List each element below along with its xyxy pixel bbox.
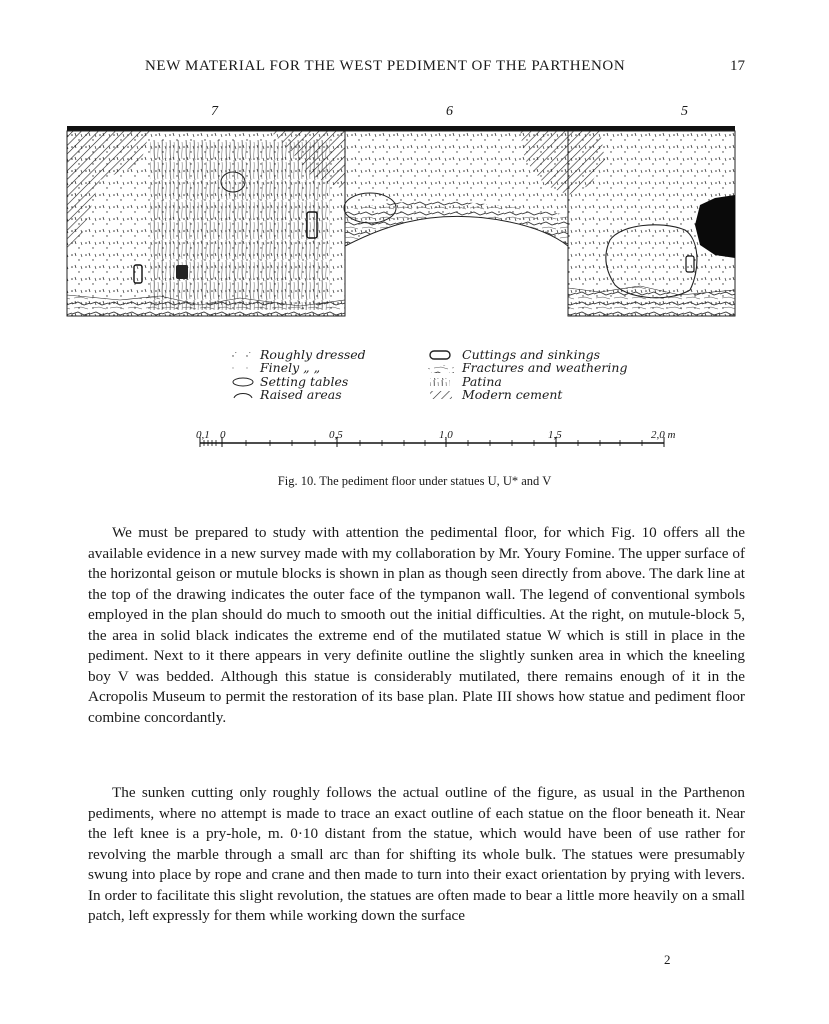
block-number-5: 5 [681,104,688,119]
legend-item [462,348,627,361]
paragraph: We must be prepared to study with attention the pedimental floor, for which Fig. 10 offers all the available evidence in a new survey made with my collaboration by Mr. Youry Fomine. The upper surface of the horizontal geison or mutule blocks is shown in plan as though seen directly from above. The dark line at the top of the drawing indicates the outer face of the tympanon wall. The legend of conventional symbols employed in the plan should do much to smooth out the initial difficulties. At the right, on mutule-block 5, the area in solid black indicates the extreme end of the mutilated statue W which is still in place in the pediment. Next to it there appears in very definite outline the slightly sunken area in which the kneeling boy V was bedded. Although this statue is considerably mutilated, there remains enough of it in the Acropolis Museum to permit the restoration of its base plan. Plate III shows how statue and pediment floor combine concordantly. [88,524,745,726]
legend-item [260,375,366,388]
legend-label: Fractures and weathering [462,360,628,376]
paragraph: The sunken cutting only roughly follows the actual outline of the figure, as usual in the Parthenon pediments, where no attempt is made to trace an exact outline of each statue on the floor beneath it. Near the left knee is a pry-hole, m. 0·10 distant from the statue, which would have been of use rather for revolving the marble through a small arc than for shifting its whole bulk. The statues were presumably swung into place by rope and crane and then made to turn into their exact orientation by prying with levers. In order to facilitate this slight revolution, the statues are often made to bear a little more heavily on a small patch, left expressly for them while working down the surface [88,784,745,924]
signature-mark: 2 [664,952,671,967]
tympanon-wall-line [67,126,735,131]
legend-item [462,375,627,388]
figure-caption: Fig. 10. The pediment floor under statues U, U* and V [277,474,552,488]
legend-label: Raised areas [260,386,342,402]
legend-right [462,348,627,401]
legend-item [260,348,366,361]
scale-bar [200,437,664,447]
legend-label: Patina [462,373,502,389]
raised-area-icon [234,394,252,399]
fracture-icon [428,365,454,373]
legend-label: Cuttings and sinkings [462,347,601,362]
legend-item [462,361,627,374]
legend-label: Finely „ „ [260,360,321,376]
block-number-7: 7 [211,104,218,119]
dots-icon [232,352,254,360]
pry-hole-2 [176,265,188,279]
running-head: NEW MATERIAL FOR THE WEST PEDIMENT OF THE PARTHENON [145,58,626,74]
patina-icon [430,378,450,386]
scale-label: 1,0 [439,429,453,441]
legend-left [260,348,366,401]
block-number-6: 6 [446,104,453,119]
cement-icon [430,391,452,399]
legend-item [260,361,366,374]
pediment-floor-plan [0,0,829,470]
scale-label: 1,5 [548,429,562,441]
scale-label: 0,5 [329,429,343,441]
scale-label: 0 [220,429,226,441]
cutting-icon [430,351,450,359]
legend-label: Modern cement [462,386,563,402]
scale-label: 0,1 [196,429,210,441]
legend-label: Setting tables [260,373,349,389]
legend-label: Roughly dressed [260,347,366,362]
legend-item [260,388,366,401]
scale-label: 2,0 m [651,429,676,441]
legend-item [462,388,627,401]
fine-dots-icon [232,365,254,373]
setting-table-icon [233,378,253,386]
page-number: 17 [730,58,745,74]
